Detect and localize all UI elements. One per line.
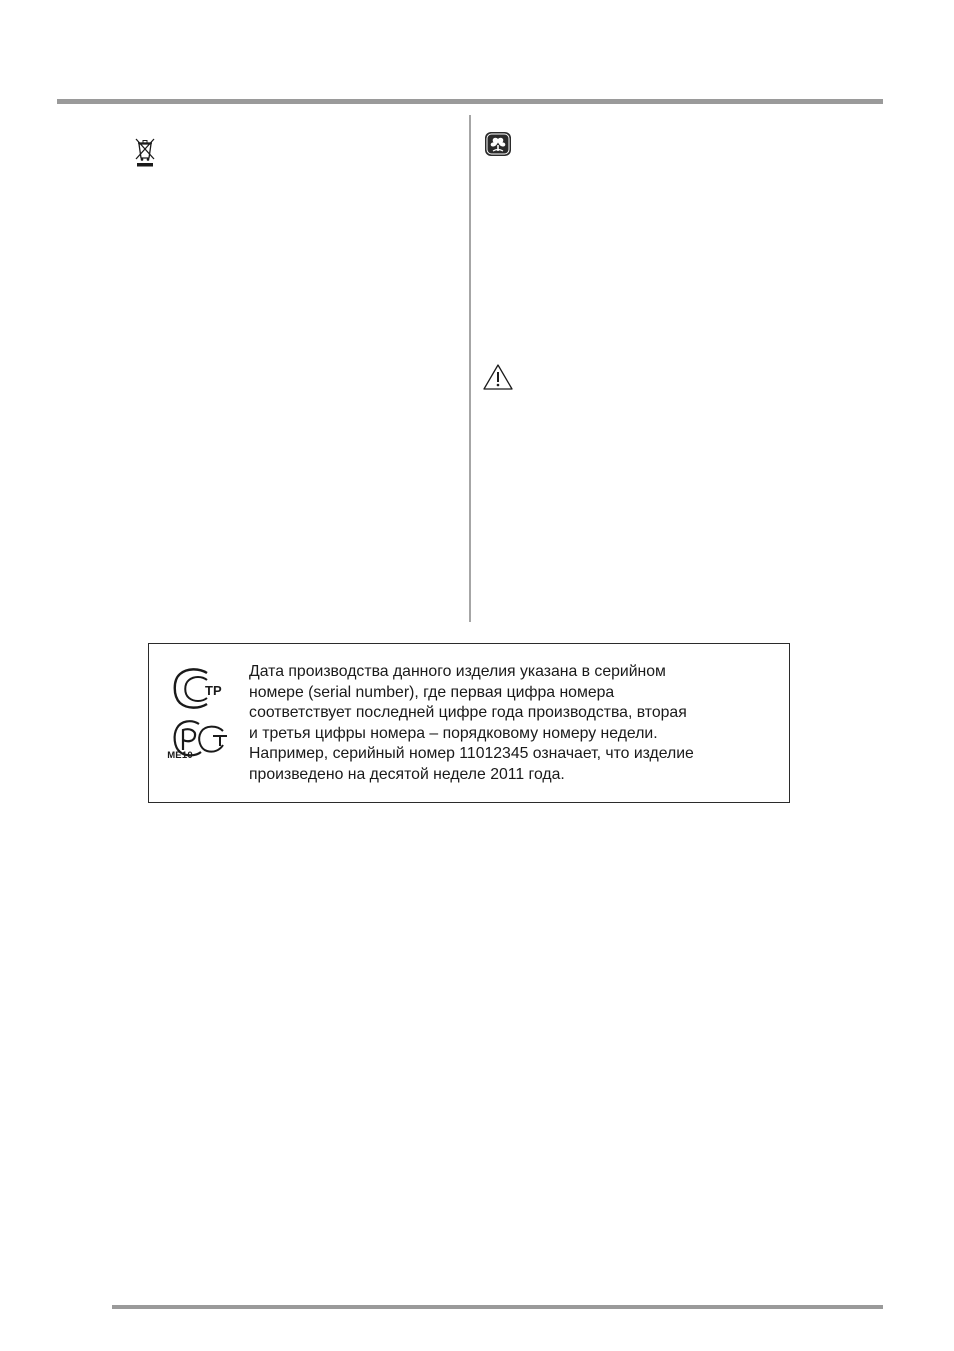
footer-rule	[112, 1305, 883, 1309]
manufacture-date-text	[249, 662, 779, 785]
text-line: произведено на десятой неделе 2011 года.	[249, 765, 565, 783]
crossed-bin-icon	[134, 137, 156, 169]
warning-triangle-icon	[482, 363, 514, 391]
gost-tr-mark-icon	[175, 669, 222, 707]
certification-box	[148, 643, 790, 803]
text-line: номере (serial number), где первая цифра номера	[249, 683, 615, 701]
text-line: соответствует последней цифре года производства, вторая	[249, 704, 687, 721]
column-divider	[469, 115, 471, 622]
text-line: Дата производства данного изделия указана в серийном	[249, 663, 666, 680]
environment-flower-icon	[484, 131, 512, 157]
mark-code-label: МЕ10	[167, 750, 193, 761]
text-line: Например, серийный номер 11012345 означает, что изделие	[249, 745, 694, 762]
certification-marks	[169, 664, 239, 789]
text-line: и третья цифры номера – порядковому номеру недели.	[249, 724, 658, 742]
header-rule	[57, 99, 883, 104]
mark-eac-label: ТР	[205, 683, 222, 698]
